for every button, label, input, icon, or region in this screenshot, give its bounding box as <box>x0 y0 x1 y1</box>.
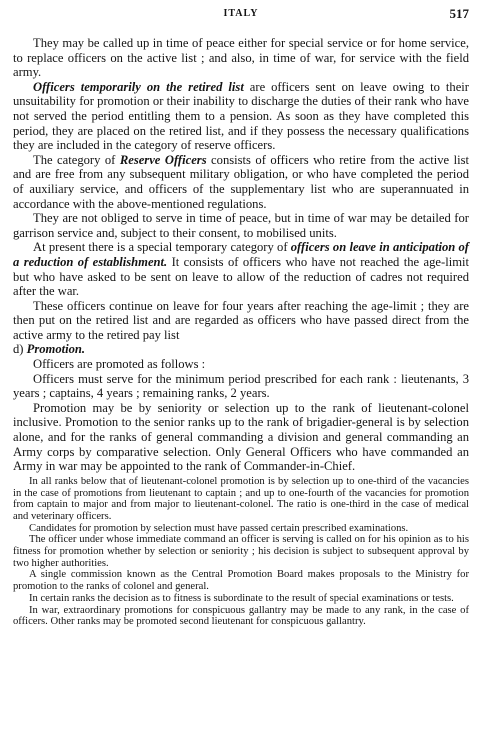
paragraph: They are not obliged to serve in time of peace, but in time of war may be detailed for garrison service and, subject to their consent, to mobilised units. <box>13 211 469 240</box>
main-text <box>13 36 469 474</box>
small-print-notes <box>13 476 469 628</box>
note-paragraph: In war, extraordinary promotions for conspicuous gallantry may be made to any rank, in the case of officers. Other ranks may be promoted second lieutenant for conspicuous gallantry. <box>13 604 469 628</box>
paragraph: Promotion may be by seniority or selection up to the rank of lieutenant-colonel inclusive. Promotion to the senior ranks up to the rank of brigadier-general is by selection alone, and for the ranks of general commanding a division and general commanding an Army corps by comparative selection. Only General Officers who have commanded an Army in war may be appointed to the rank of Commander-in-Chief. <box>13 400 469 474</box>
paragraph: They may be called up in time of peace either for special service or for home service, to replace officers on the active list ; and also, in time of war, for service with the field army. <box>13 36 469 80</box>
term-officers-on-leave: officers on leave in anticipation of a reduction of establishment. <box>13 240 469 269</box>
term-officers-temporarily-retired: Officers temporarily on the retired list <box>33 79 244 94</box>
note-paragraph: Candidates for promotion by selection must have passed certain prescribed examinations. <box>29 522 409 534</box>
paragraph: The category of Reserve Officers consists of officers who retire from the active list and are free from any subsequent military obligation, or who have completed the period of auxiliary service, and officers of the supplementary list who are superannuated in accordance with the above-mentioned regulations. <box>13 152 469 211</box>
paragraph: Officers are promoted as follows : <box>33 357 206 372</box>
page-number: 517 <box>449 6 469 21</box>
note-paragraph: A single commission known as the Central Promotion Board makes proposals to the Ministry for promotion to the ranks of colonel and general. <box>13 569 469 593</box>
section-heading-promotion: d) Promotion. <box>13 342 86 357</box>
running-header <box>13 6 469 22</box>
note-paragraph: In all ranks below that of lieutenant-colonel promotion is by selection up to one-third of the vacancies in the case of promotions from lieutenant to captain ; and up to one-fourth of the vacancies for promotion from captain to major and from major to lieutenant-colonel. The ratio is one-third in the case of medical and veterinary officers. <box>13 475 469 522</box>
term-reserve-officers: Reserve Officers <box>119 152 207 167</box>
note-paragraph: In certain ranks the decision as to fitness is subordinate to the result of special examinations or tests. <box>29 592 454 604</box>
paragraph: At present there is a special temporary category of officers on leave in anticipation of a reduction of establishment. It consists of officers who have not reached the age-limit but who have asked to be sent on leave to allow of the reduction of cadres not required after the war. <box>13 240 469 299</box>
note-paragraph: The officer under whose immediate command an officer is serving is called on for his opinion as to his fitness for promotion whether by selection or seniority ; his decision is subject to subsequent approval by two higher authorities. <box>13 534 469 569</box>
document-page <box>13 6 469 628</box>
paragraph: Officers temporarily on the retired list are officers sent on leave owing to their unsuitability for promotion or their inability to discharge the duties of their rank who have not served the period entitling them to a pension. As soon as they have completed this period, they are placed on the retired list, and if they possess the necessary qualifications they are included in the category of reserve officers. <box>13 79 469 153</box>
paragraph: These officers continue on leave for four years after reaching the age-limit ; they are then put on the retired list and are regarded as officers who have passed direct from the active army to the retired pay list <box>13 298 469 342</box>
paragraph: Officers must serve for the minimum period prescribed for each rank : lieutenants, 3 years ; captains, 4 years ; remaining ranks, 2 years. <box>13 371 469 401</box>
running-title: ITALY <box>223 8 259 19</box>
